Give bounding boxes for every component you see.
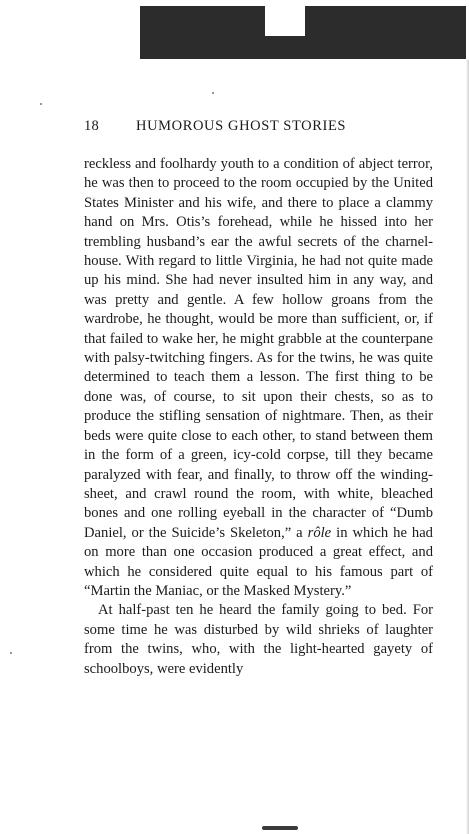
scan-speck [40, 103, 42, 105]
scan-mark [262, 826, 298, 830]
scan-speck [10, 652, 12, 654]
italic-word: rôle [307, 524, 332, 541]
running-head: HUMOROUS GHOST STORIES [136, 118, 347, 134]
body-text [84, 155, 433, 679]
scan-speck [212, 92, 214, 94]
paragraph [84, 155, 433, 601]
scan-notch [265, 6, 305, 36]
paragraph-text: reckless and foolhardy youth to a condition of abject terror, he was then to proceed to the room occupied by the United States Minister and his wife, and there to place a clammy hand on Mrs. Otis’s forehead, while he hissed into her trembling husband’s ear the awful secrets of the charnel-house. With regard to little Virginia, he had not quite made up his mind. She had never insulted him in any way, and was pretty and gentle. A few hollow groans from the wardrobe, he thought, would be more than sufficient, or, if that failed to wake her, he might grabble at the counterpane with palsy-twitching fingers. As for the twins, he was quite determined to teach them a lesson. The first thing to be done was, of course, to sit upon their chests, so as to produce the stifling sensation of nightmare. Then, as their beds were quite close to each other, to stand between them in the form of a green, icy-cold corpse, till they became paralyzed with fear, and finally, to throw off the winding-sheet, and crawl round the room, with white, bleached bones and one rolling eyeball in the character of “Dumb Daniel, or the Suicide’s Skeleton,” a [84, 156, 433, 541]
paragraph: At half-past ten he heard the family going to bed. For some time he was disturbed by wild shrieks of laughter from the twins, who, with the light-hearted gayety of schoolboys, were evidently [84, 602, 433, 677]
page-number: 18 [84, 118, 100, 134]
page-header [84, 118, 434, 135]
paragraph-text: in which he had on more than one occasion produced a great effect, and which he considered quite equal to his famous part of “Martin the Maniac, or the Masked Mystery.” [84, 524, 433, 599]
